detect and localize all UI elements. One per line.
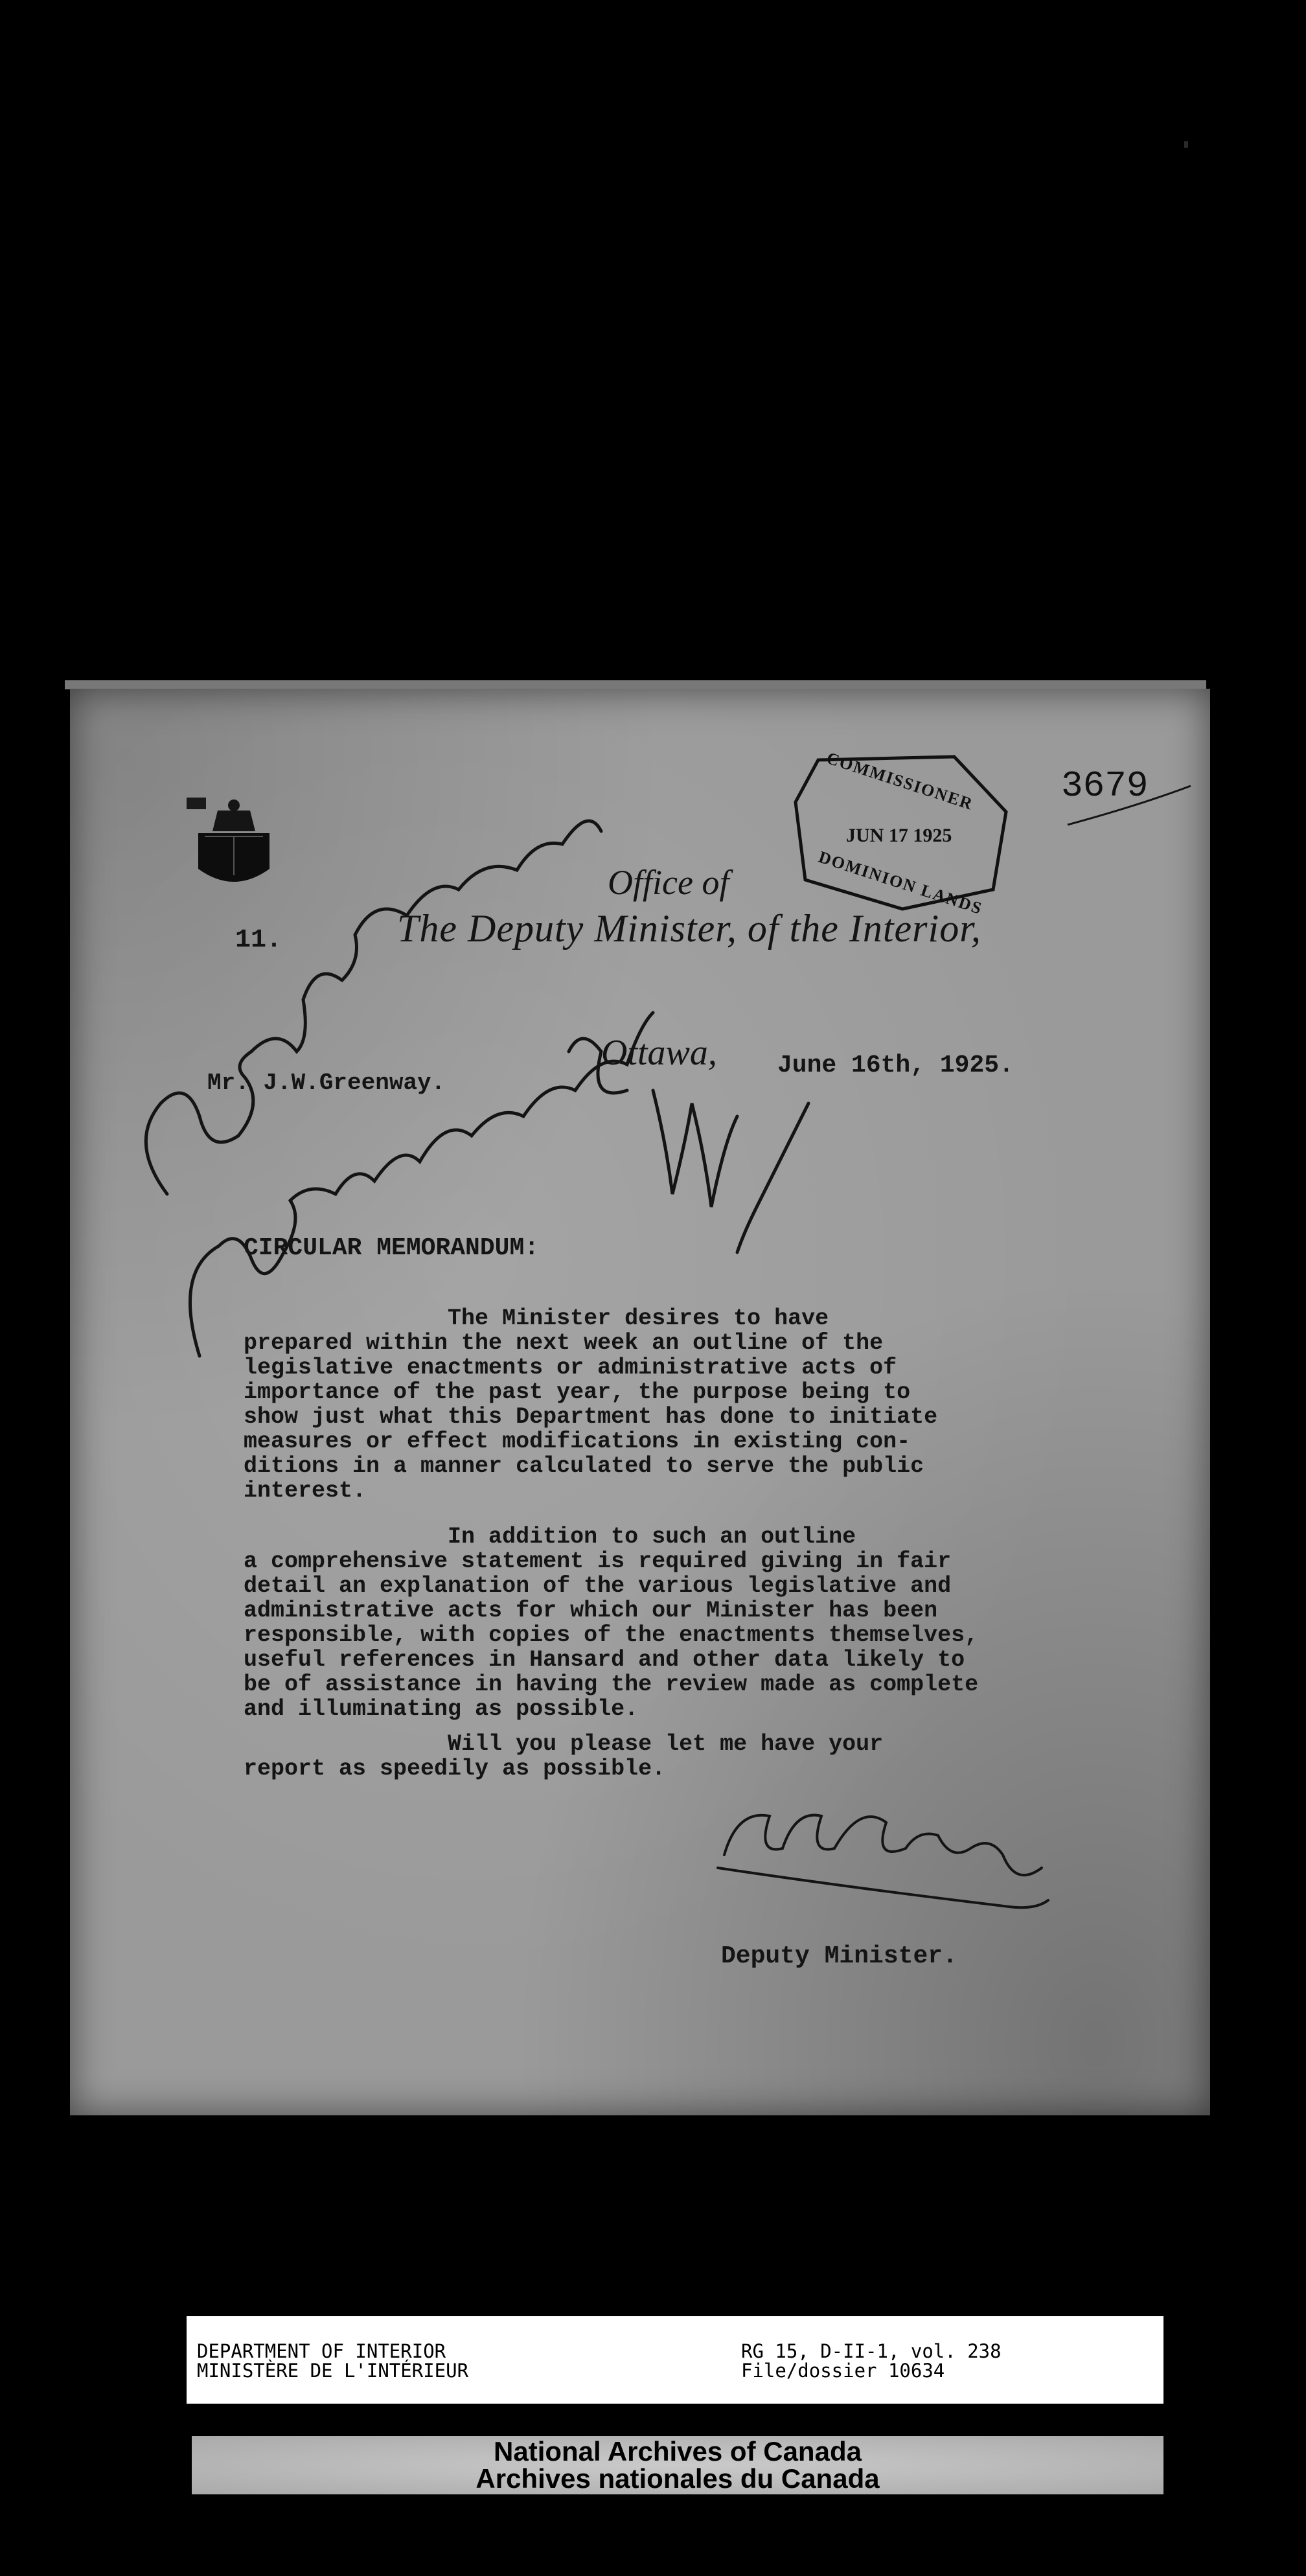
body-paragraph-2: In addition to such an outline a comprehensive statement is required giving in fair detail an explanation of the various legislative and administrative acts for which our Minister has been responsible, with copies of the enactments themselves, useful references in Hansard and other data likely to be of assistance in having the review made as complete and illuminating as possible. — [244, 1524, 979, 1722]
file-number: 3679 — [1061, 765, 1149, 807]
department-fr: MINISTÈRE DE L'INTÉRIEUR — [197, 2360, 469, 2382]
film-speck — [1184, 141, 1188, 148]
letter-date: June 16th, 1925. — [777, 1052, 1014, 1079]
department-en: DEPARTMENT OF INTERIOR — [197, 2340, 446, 2362]
memo-title: CIRCULAR MEMORANDUM: — [244, 1234, 540, 1262]
body-paragraph-1: The Minister desires to have prepared within the next week an outline of the legislative enactments or administrative acts of importance of the past year, the purpose being to show just what this Department has done to initiate measures or effect modifications in existing con- ditions in a manner calculated to serve the public interest. — [244, 1305, 938, 1504]
handwritten-note — [146, 821, 653, 1356]
archive-reference-label — [187, 2316, 1163, 2404]
handwritten-initials — [653, 1090, 808, 1252]
stamp-top-text: COMMISSIONER — [824, 748, 976, 814]
signoff-title: Deputy Minister. — [721, 1942, 957, 1970]
file-dossier: File/dossier 10634 — [741, 2360, 945, 2382]
letterhead-city: Ottawa, — [601, 1033, 717, 1073]
letter-page — [70, 689, 1210, 2115]
signature — [718, 1815, 1048, 1908]
archive-banner — [192, 2436, 1163, 2494]
letter-recipient: Mr. J.W.Greenway. — [207, 1070, 446, 1096]
letterhead-office-of: Office of — [608, 863, 729, 902]
page-top-edge — [65, 680, 1206, 689]
stamp-bottom-text: DOMINION LANDS — [816, 847, 985, 919]
handwriting-overlay — [70, 689, 1210, 2115]
record-group: RG 15, D-II-1, vol. 238 — [741, 2340, 1002, 2362]
body-paragraph-3: Will you please let me have your report as speedily as possible. — [244, 1731, 884, 1782]
letterhead-title: The Deputy Minister, of the Interior, — [397, 907, 981, 950]
banner-english: National Archives of Canada — [494, 2436, 862, 2467]
banner-french: Archives nationales du Canada — [475, 2463, 880, 2494]
stamp-date: JUN 17 1925 — [846, 825, 952, 846]
margin-line — [1068, 786, 1191, 825]
page-number: 11. — [235, 926, 282, 955]
